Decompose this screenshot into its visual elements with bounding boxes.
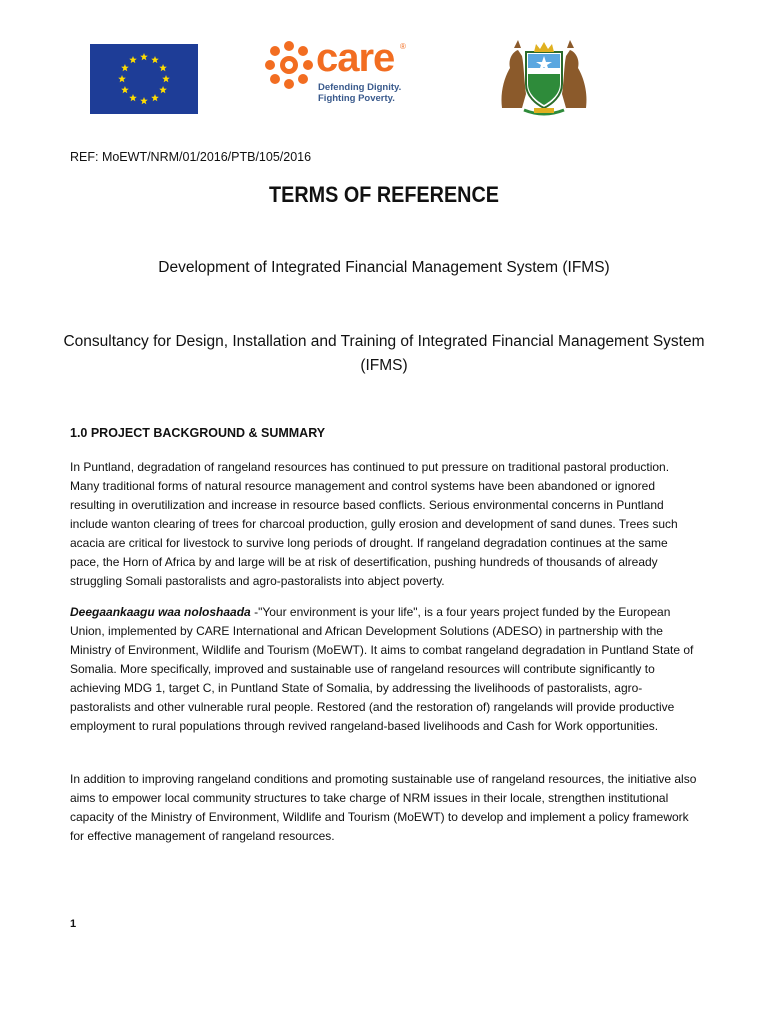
care-tagline-line-2: Fighting Poverty. xyxy=(318,93,395,104)
project-name-lead: Deegaankaagu waa noloshaada xyxy=(70,605,251,619)
puntland-crest-logo xyxy=(494,38,594,116)
section-heading: 1.0 PROJECT BACKGROUND & SUMMARY xyxy=(70,426,326,440)
background-paragraph-1: In Puntland, degradation of rangeland resources has continued to put pressure on traditional pastoral production. Many traditional forms of natural resource management and control systems have been abandoned or ignored resulting in overutilization and increase in resource based conflicts. Serious environmental concerns in Puntland include wanton clearing of trees for charcoal production, gully erosion and development of sand dunes. Trees such acacia are critical for livestock to survive long periods of drought. If rangeland degradation continues at the same pace, the Horn of Africa by and large will be at risk of desertification, pushing hundreds of thousands of already struggling Somali pastoralists and agro-pastoralists into abject poverty. xyxy=(70,460,678,588)
logo-header xyxy=(0,38,768,118)
page-title: TERMS OF REFERENCE xyxy=(269,182,499,207)
care-wordmark: care xyxy=(316,36,395,80)
page-number: 1 xyxy=(70,918,77,930)
consultancy-subtitle: Consultancy for Design, Installation and Training of Integrated Financial Management System (IFMS) xyxy=(63,333,705,374)
eu-flag-logo xyxy=(90,44,198,114)
document-subtitle: Development of Integrated Financial Management System (IFMS) xyxy=(158,259,610,276)
paragraph-2-body: -"Your environment is your life", is a four years project funded by the European Union, implemented by CARE International and African Development Solutions (ADESO) in partnership with the Ministry of Environment, Wildlife and Tourism (MoEWT). It aims to combat rangeland degradation in Puntland State of Somalia. More specifically, improved and sustainable use of rangeland resources will contribute significantly to achieving MDG 1, target C, in Puntland State of Somalia, by addressing the livelihoods of pastoralists, agro-pastoralists and other vulnerable rural people. Restored (and the restoration of) rangelands will provide productive employment to rural populations through revived rangeland-based livelihoods and Cash for Work opportunities. xyxy=(70,605,694,733)
background-paragraph-2 xyxy=(70,603,698,736)
background-paragraph-3: In addition to improving rangeland conditions and promoting sustainable use of rangeland resources, the initiative also aims to empower local community structures to take charge of NRM issues in their locale, strengthen institutional capacity of the Ministry of Environment, Wildlife and Tourism (MoEWT) to develop and implement a policy framework for effective management of rangeland resources. xyxy=(70,772,697,843)
reference-number: REF: MoEWT/NRM/01/2016/PTB/105/2016 xyxy=(70,150,312,164)
care-tagline xyxy=(318,82,418,104)
care-emblem-icon xyxy=(262,38,316,92)
registered-mark: ® xyxy=(400,42,406,51)
care-logo xyxy=(262,38,412,108)
care-tagline-line-1: Defending Dignity. xyxy=(318,82,402,93)
